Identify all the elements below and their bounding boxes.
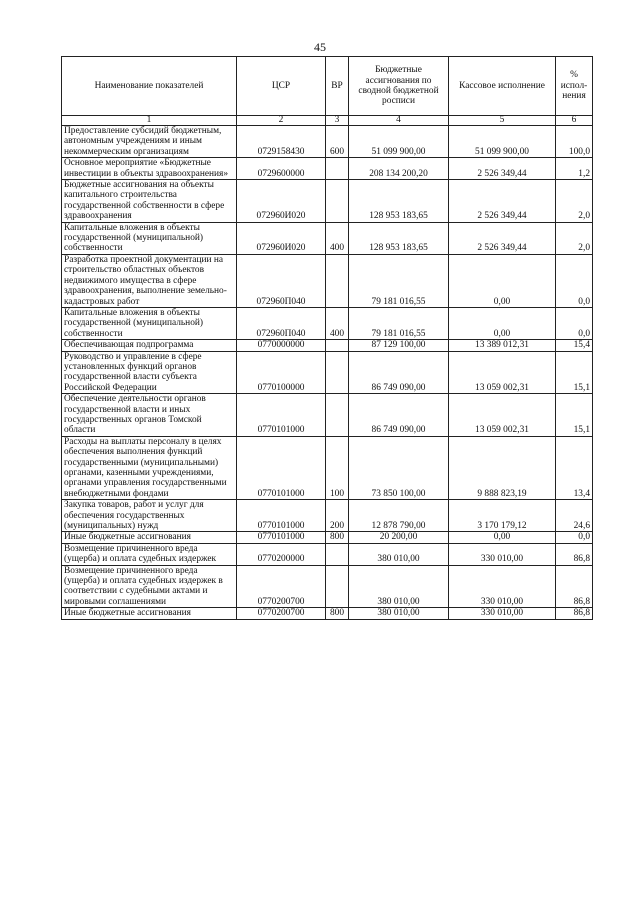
cell-budget: 128 953 183,65 bbox=[349, 180, 449, 223]
cell-vr: 800 bbox=[326, 608, 349, 619]
cell-csr: 0770000000 bbox=[237, 340, 326, 351]
cell-name: Расходы на выплаты персоналу в целях обеспечения выполнения функций государственными (муниципальными) органами, казенными учреждениями, органами управления государственными внебюджетными фондами bbox=[62, 436, 237, 499]
column-number: 4 bbox=[349, 116, 449, 126]
cell-cash: 0,00 bbox=[449, 307, 556, 339]
table-row bbox=[62, 500, 593, 532]
table-row bbox=[62, 394, 593, 437]
cell-pct: 100,0 bbox=[556, 126, 593, 158]
cell-budget: 86 749 090,00 bbox=[349, 351, 449, 394]
cell-cash: 330 010,00 bbox=[449, 543, 556, 565]
cell-vr bbox=[326, 158, 349, 180]
cell-pct: 86,8 bbox=[556, 608, 593, 619]
cell-csr: 072960П040 bbox=[237, 307, 326, 339]
cell-cash: 0,00 bbox=[449, 254, 556, 307]
header-name: Наименование показателей bbox=[62, 57, 237, 116]
column-number: 1 bbox=[62, 116, 237, 126]
cell-name: Иные бюджетные ассигнования bbox=[62, 608, 237, 619]
cell-vr bbox=[326, 394, 349, 437]
cell-cash: 3 170 179,12 bbox=[449, 500, 556, 532]
cell-budget: 20 200,00 bbox=[349, 532, 449, 543]
cell-pct: 1,2 bbox=[556, 158, 593, 180]
cell-pct: 0,0 bbox=[556, 254, 593, 307]
cell-vr bbox=[326, 180, 349, 223]
cell-cash: 51 099 900,00 bbox=[449, 126, 556, 158]
cell-cash: 13 389 012,31 bbox=[449, 340, 556, 351]
table-row bbox=[62, 608, 593, 619]
table-row bbox=[62, 351, 593, 394]
table-row bbox=[62, 222, 593, 254]
cell-csr: 0770200700 bbox=[237, 565, 326, 608]
cell-cash: 2 526 349,44 bbox=[449, 180, 556, 223]
cell-vr bbox=[326, 254, 349, 307]
cell-vr bbox=[326, 565, 349, 608]
cell-csr: 0770200700 bbox=[237, 608, 326, 619]
header-pct: % испол-нения bbox=[556, 57, 593, 116]
cell-name: Возмещение причиненного вреда (ущерба) и оплата судебных издержек bbox=[62, 543, 237, 565]
cell-budget: 208 134 200,20 bbox=[349, 158, 449, 180]
table-row bbox=[62, 126, 593, 158]
cell-csr: 072960И020 bbox=[237, 180, 326, 223]
cell-pct: 15,1 bbox=[556, 394, 593, 437]
cell-csr: 0770101000 bbox=[237, 532, 326, 543]
cell-cash: 2 526 349,44 bbox=[449, 158, 556, 180]
table-row bbox=[62, 543, 593, 565]
column-number: 6 bbox=[556, 116, 593, 126]
table-row bbox=[62, 436, 593, 499]
cell-csr: 0729158430 bbox=[237, 126, 326, 158]
header-vr: ВР bbox=[326, 57, 349, 116]
cell-budget: 128 953 183,65 bbox=[349, 222, 449, 254]
cell-pct: 15,4 bbox=[556, 340, 593, 351]
cell-cash: 13 059 002,31 bbox=[449, 351, 556, 394]
cell-cash: 2 526 349,44 bbox=[449, 222, 556, 254]
cell-name: Обеспечивающая подпрограмма bbox=[62, 340, 237, 351]
cell-name: Иные бюджетные ассигнования bbox=[62, 532, 237, 543]
table-header-row bbox=[62, 57, 593, 116]
cell-cash: 13 059 002,31 bbox=[449, 394, 556, 437]
cell-budget: 51 099 900,00 bbox=[349, 126, 449, 158]
cell-budget: 380 010,00 bbox=[349, 565, 449, 608]
header-budget: Бюджетные ассигнования по сводной бюджетной росписи bbox=[349, 57, 449, 116]
cell-budget: 12 878 790,00 bbox=[349, 500, 449, 532]
budget-execution-table bbox=[61, 56, 593, 620]
cell-pct: 15,1 bbox=[556, 351, 593, 394]
table-row bbox=[62, 180, 593, 223]
cell-pct: 2,0 bbox=[556, 180, 593, 223]
cell-name: Закупка товаров, работ и услуг для обеспечения государственных (муниципальных) нужд bbox=[62, 500, 237, 532]
cell-vr bbox=[326, 543, 349, 565]
table-row bbox=[62, 340, 593, 351]
cell-name: Бюджетные ассигнования на объекты капитального строительства государственной собственности в сфере здравоохранения bbox=[62, 180, 237, 223]
cell-csr: 072960П040 bbox=[237, 254, 326, 307]
cell-cash: 330 010,00 bbox=[449, 565, 556, 608]
column-number: 3 bbox=[326, 116, 349, 126]
table-row bbox=[62, 532, 593, 543]
cell-cash: 9 888 823,19 bbox=[449, 436, 556, 499]
cell-csr: 0770101000 bbox=[237, 394, 326, 437]
page-number: 45 bbox=[314, 40, 326, 54]
cell-vr: 200 bbox=[326, 500, 349, 532]
table-body bbox=[62, 126, 593, 620]
cell-vr: 400 bbox=[326, 222, 349, 254]
cell-csr: 0770101000 bbox=[237, 500, 326, 532]
cell-csr: 0729600000 bbox=[237, 158, 326, 180]
cell-vr bbox=[326, 340, 349, 351]
header-csr: ЦСР bbox=[237, 57, 326, 116]
cell-budget: 73 850 100,00 bbox=[349, 436, 449, 499]
cell-name: Капитальные вложения в объекты государственной (муниципальной) собственности bbox=[62, 222, 237, 254]
cell-name: Руководство и управление в сфере установленных функций органов государственной власти субъекта Российской Федерации bbox=[62, 351, 237, 394]
cell-budget: 380 010,00 bbox=[349, 608, 449, 619]
cell-pct: 13,4 bbox=[556, 436, 593, 499]
cell-budget: 79 181 016,55 bbox=[349, 254, 449, 307]
header-cash: Кассовое исполнение bbox=[449, 57, 556, 116]
cell-name: Возмещение причиненного вреда (ущерба) и оплата судебных издержек в соответствии с судебными актами и мировыми соглашениями bbox=[62, 565, 237, 608]
cell-pct: 86,8 bbox=[556, 543, 593, 565]
cell-csr: 0770200000 bbox=[237, 543, 326, 565]
cell-name: Разработка проектной документации на строительство областных объектов недвижимого имущества в сфере здравоохранения, выполнение земельно-кадастровых работ bbox=[62, 254, 237, 307]
cell-pct: 86,8 bbox=[556, 565, 593, 608]
cell-name: Обеспечение деятельности органов государственной власти и иных государственных органов Томской области bbox=[62, 394, 237, 437]
cell-name: Капитальные вложения в объекты государственной (муниципальной) собственности bbox=[62, 307, 237, 339]
table-row bbox=[62, 565, 593, 608]
cell-budget: 79 181 016,55 bbox=[349, 307, 449, 339]
cell-cash: 0,00 bbox=[449, 532, 556, 543]
cell-vr: 600 bbox=[326, 126, 349, 158]
cell-budget: 380 010,00 bbox=[349, 543, 449, 565]
table-row bbox=[62, 307, 593, 339]
cell-csr: 0770100000 bbox=[237, 351, 326, 394]
cell-budget: 86 749 090,00 bbox=[349, 394, 449, 437]
table-row bbox=[62, 158, 593, 180]
cell-pct: 24,6 bbox=[556, 500, 593, 532]
cell-pct: 0,0 bbox=[556, 532, 593, 543]
cell-pct: 2,0 bbox=[556, 222, 593, 254]
column-number: 2 bbox=[237, 116, 326, 126]
cell-name: Основное мероприятие «Бюджетные инвестиции в объекты здравоохранения» bbox=[62, 158, 237, 180]
column-number: 5 bbox=[449, 116, 556, 126]
cell-pct: 0,0 bbox=[556, 307, 593, 339]
cell-budget: 87 129 100,00 bbox=[349, 340, 449, 351]
column-number-row bbox=[62, 116, 593, 126]
table-row bbox=[62, 254, 593, 307]
cell-vr bbox=[326, 351, 349, 394]
cell-csr: 0770101000 bbox=[237, 436, 326, 499]
cell-name: Предоставление субсидий бюджетным, автономным учреждениям и иным некоммерческим организациям bbox=[62, 126, 237, 158]
cell-vr: 400 bbox=[326, 307, 349, 339]
cell-cash: 330 010,00 bbox=[449, 608, 556, 619]
cell-csr: 072960И020 bbox=[237, 222, 326, 254]
cell-vr: 800 bbox=[326, 532, 349, 543]
cell-vr: 100 bbox=[326, 436, 349, 499]
